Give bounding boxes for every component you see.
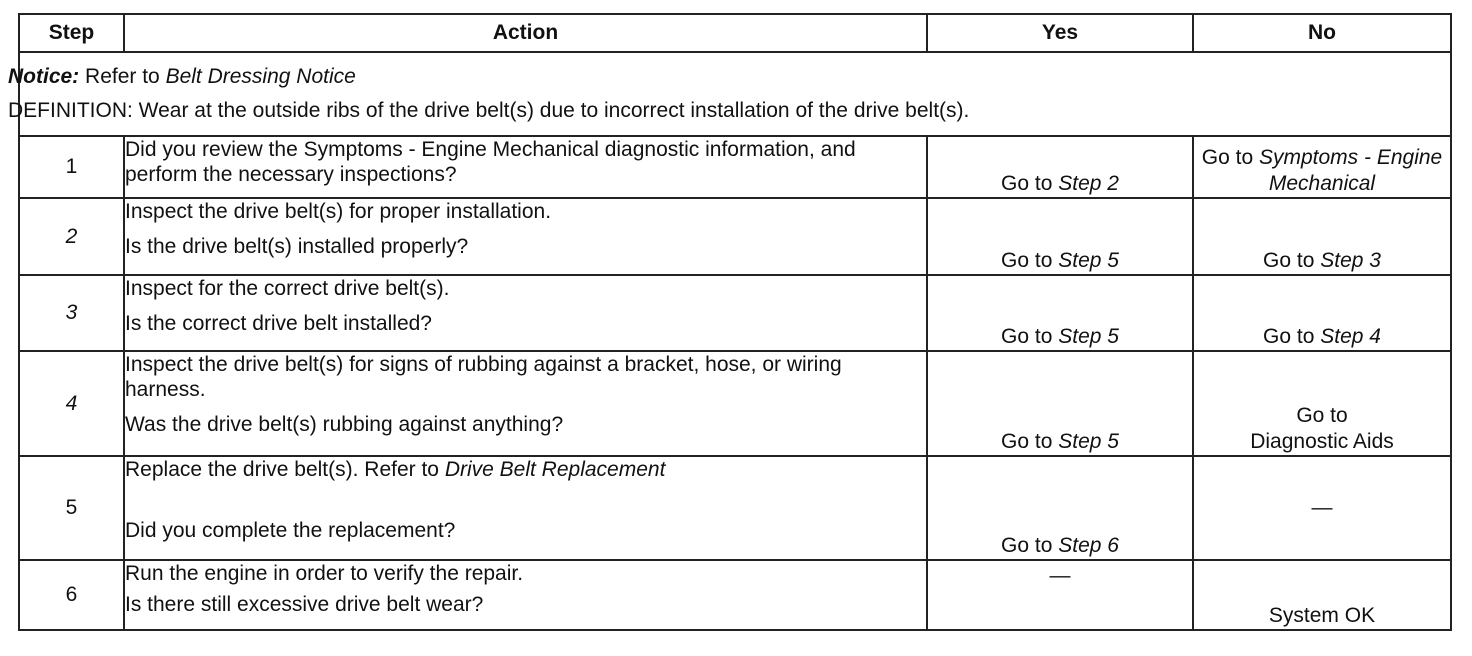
no-prefix: Go to bbox=[1263, 325, 1315, 348]
header-action: Action bbox=[124, 14, 927, 52]
action-text: Inspect for the correct drive belt(s). bbox=[125, 277, 450, 300]
drive-belt-replacement-link[interactable]: Drive Belt Replacement bbox=[444, 458, 666, 481]
action-text: Inspect the drive belt(s) for signs of rubbing against a bracket, hose, or wiring harness. bbox=[125, 353, 842, 401]
notice-text: Refer to bbox=[85, 65, 160, 88]
yes-cell bbox=[927, 198, 1193, 275]
no-cell bbox=[1193, 136, 1451, 198]
table-row bbox=[19, 456, 1451, 560]
action-text: Did you review the Symptoms - Engine Mechanical diagnostic information, and perform the necessary inspections? bbox=[125, 138, 856, 186]
yes-cell bbox=[927, 275, 1193, 351]
notice-cell bbox=[8, 52, 1451, 136]
step-number: 6 bbox=[19, 560, 124, 630]
notice-line bbox=[8, 60, 1450, 94]
yes-cell bbox=[927, 351, 1193, 456]
no-cell bbox=[1193, 456, 1451, 560]
action-question: Is there still excessive drive belt wear? bbox=[125, 593, 484, 616]
step-number: 5 bbox=[19, 456, 124, 560]
no-cell bbox=[1193, 351, 1451, 456]
action-cell bbox=[124, 198, 927, 275]
no-answer: — bbox=[1311, 496, 1333, 519]
step-number: 1 bbox=[19, 136, 124, 198]
no-cell bbox=[1193, 198, 1451, 275]
action-text bbox=[125, 457, 926, 482]
table-row bbox=[19, 136, 1451, 198]
yes-cell bbox=[927, 136, 1193, 198]
action-text: Inspect the drive belt(s) for proper installation. bbox=[125, 200, 552, 223]
go-to-step-link[interactable]: Step 2 bbox=[1058, 172, 1119, 195]
action-question: Did you complete the replacement? bbox=[125, 519, 456, 542]
header-yes: Yes bbox=[927, 14, 1193, 52]
no-cell bbox=[1193, 560, 1451, 630]
action-question: Is the correct drive belt installed? bbox=[125, 312, 432, 335]
table-row bbox=[19, 351, 1451, 456]
go-to-step-link[interactable]: Step 4 bbox=[1320, 325, 1381, 348]
step-number: 2 bbox=[19, 198, 124, 275]
no-prefix: Go to bbox=[1296, 404, 1348, 427]
header-row bbox=[19, 14, 1451, 52]
diagnostic-table bbox=[8, 13, 1452, 631]
symptoms-engine-mechanical-link[interactable]: Symptoms - Engine Mechanical bbox=[1258, 146, 1443, 195]
action-question: Is the drive belt(s) installed properly? bbox=[125, 235, 469, 258]
action-cell bbox=[124, 351, 927, 456]
yes-prefix: Go to bbox=[1001, 172, 1053, 195]
go-to-step-link[interactable]: Step 5 bbox=[1058, 249, 1119, 272]
action-question: Was the drive belt(s) rubbing against anything? bbox=[125, 413, 564, 436]
table-row bbox=[19, 560, 1451, 630]
action-text-prefix: Replace the drive belt(s). Refer to bbox=[125, 458, 439, 481]
belt-dressing-notice-link[interactable]: Belt Dressing Notice bbox=[165, 65, 356, 88]
definition-text: DEFINITION: Wear at the outside ribs of the drive belt(s) due to incorrect installation of the drive belt(s). bbox=[8, 99, 970, 122]
action-cell bbox=[124, 456, 927, 560]
yes-prefix: Go to bbox=[1001, 430, 1053, 453]
yes-prefix: Go to bbox=[1001, 534, 1053, 557]
go-to-step-link[interactable]: Step 3 bbox=[1320, 249, 1381, 272]
notice-row bbox=[19, 52, 1451, 136]
header-step: Step bbox=[19, 14, 124, 52]
go-to-step-link[interactable]: Step 5 bbox=[1058, 430, 1119, 453]
action-cell bbox=[124, 560, 927, 630]
diagnostic-aids-link[interactable]: Diagnostic Aids bbox=[1250, 430, 1394, 453]
step-number: 3 bbox=[19, 275, 124, 351]
table-row bbox=[19, 275, 1451, 351]
yes-cell bbox=[927, 560, 1193, 630]
notice-label: Notice: bbox=[8, 65, 80, 88]
go-to-step-link[interactable]: Step 5 bbox=[1058, 325, 1119, 348]
action-cell bbox=[124, 136, 927, 198]
go-to-step-link[interactable]: Step 6 bbox=[1058, 534, 1119, 557]
table-row bbox=[19, 198, 1451, 275]
yes-answer: — bbox=[1049, 564, 1071, 587]
action-text: Run the engine in order to verify the repair. bbox=[125, 562, 524, 585]
header-no: No bbox=[1193, 14, 1451, 52]
no-prefix: Go to bbox=[1201, 146, 1254, 169]
action-cell bbox=[124, 275, 927, 351]
yes-prefix: Go to bbox=[1001, 325, 1053, 348]
step-number: 4 bbox=[19, 351, 124, 456]
yes-prefix: Go to bbox=[1001, 249, 1053, 272]
no-cell bbox=[1193, 275, 1451, 351]
no-prefix: Go to bbox=[1263, 249, 1315, 272]
no-answer: System OK bbox=[1268, 604, 1376, 627]
yes-cell bbox=[927, 456, 1193, 560]
